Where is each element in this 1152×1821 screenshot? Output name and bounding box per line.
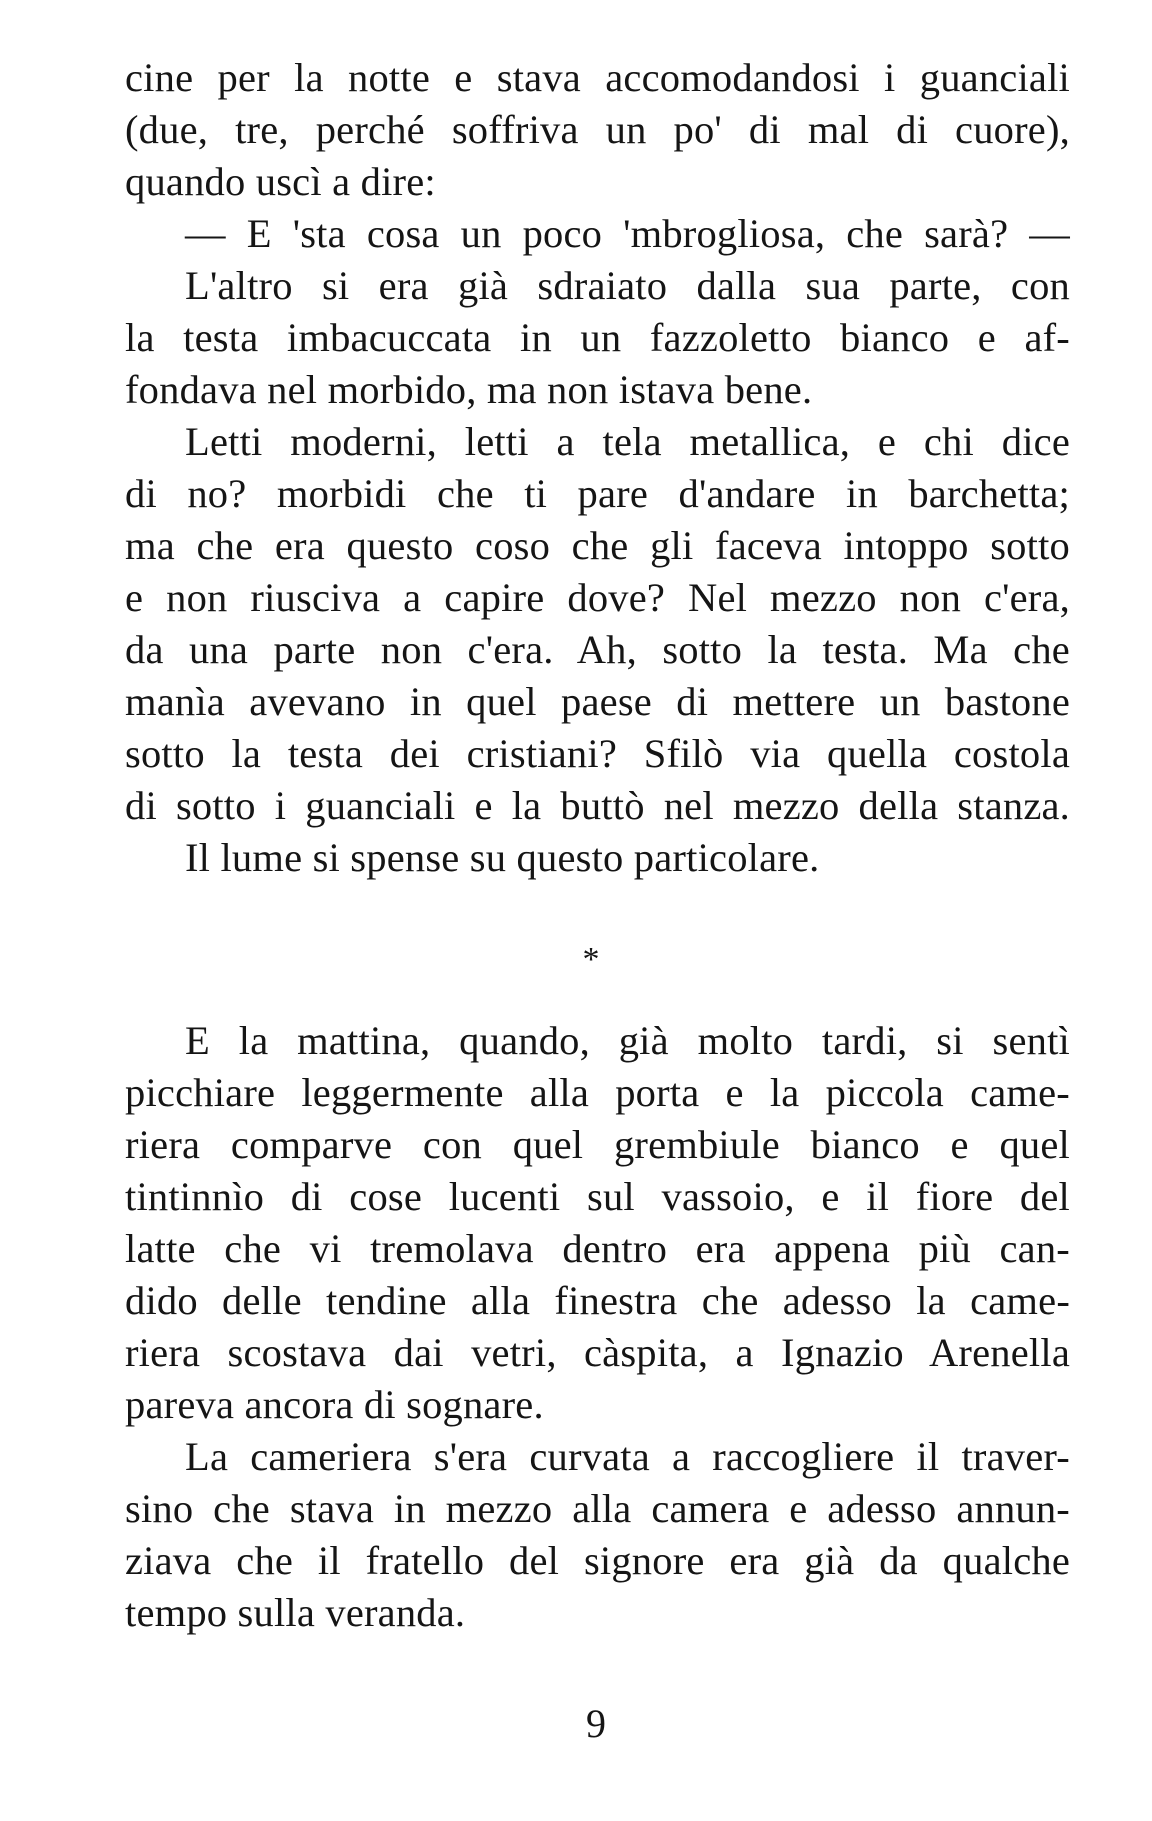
section-separator: *	[582, 941, 600, 978]
text-line: di no? morbidi che ti pare d'andare in barchetta;	[125, 471, 1070, 516]
page-number: 9	[586, 1701, 606, 1746]
text-line: tempo sulla veranda.	[125, 1590, 466, 1635]
text-line: pareva ancora di sognare.	[125, 1382, 544, 1427]
text-line: ma che era questo coso che gli faceva intoppo sotto	[125, 523, 1070, 568]
text-section-1	[125, 52, 1070, 884]
paragraph-start: L'altro si era già sdraiato dalla sua parte, con	[185, 263, 1070, 308]
text-line: da una parte non c'era. Ah, sotto la testa. Ma che	[125, 627, 1070, 672]
paragraph-start: E la mattina, quando, già molto tardi, si sentì	[185, 1018, 1070, 1063]
text-line: sino che stava in mezzo alla camera e adesso annun-	[125, 1486, 1070, 1531]
text-line: dido delle tendine alla finestra che adesso la came-	[125, 1278, 1070, 1323]
text-line: latte che vi tremolava dentro era appena più can-	[125, 1226, 1070, 1271]
text-line: riera comparve con quel grembiule bianco e quel	[125, 1122, 1070, 1167]
text-line: (due, tre, perché soffriva un po' di mal di cuore),	[125, 107, 1070, 152]
dialogue-line: — E 'sta cosa un poco 'mbrogliosa, che sarà? —	[185, 211, 1070, 256]
text-line: e non riusciva a capire dove? Nel mezzo non c'era,	[125, 575, 1070, 620]
text-line: cine per la notte e stava accomodandosi i guanciali	[125, 55, 1070, 100]
text-line: ziava che il fratello del signore era già da qualche	[125, 1538, 1070, 1583]
paragraph-start: Il lume si spense su questo particolare.	[185, 835, 820, 880]
text-line: tintinnìo di cose lucenti sul vassoio, e il fiore del	[125, 1174, 1070, 1219]
text-line: sotto la testa dei cristiani? Sfilò via quella costola	[125, 731, 1070, 776]
text-line: picchiare leggermente alla porta e la piccola came-	[125, 1070, 1070, 1115]
text-line: quando uscì a dire:	[125, 159, 436, 204]
text-section-2	[125, 1015, 1070, 1639]
text-line: fondava nel morbido, ma non istava bene.	[125, 367, 813, 412]
text-line: di sotto i guanciali e la buttò nel mezzo della stanza.	[125, 783, 1070, 828]
paragraph-start: La cameriera s'era curvata a raccogliere il traver-	[185, 1434, 1070, 1479]
text-line: manìa avevano in quel paese di mettere un bastone	[125, 679, 1070, 724]
text-line: la testa imbacuccata in un fazzoletto bianco e af-	[125, 315, 1070, 360]
paragraph-start: Letti moderni, letti a tela metallica, e chi dice	[185, 419, 1070, 464]
text-line: riera scostava dai vetri, càspita, a Ignazio Arenella	[125, 1330, 1070, 1375]
